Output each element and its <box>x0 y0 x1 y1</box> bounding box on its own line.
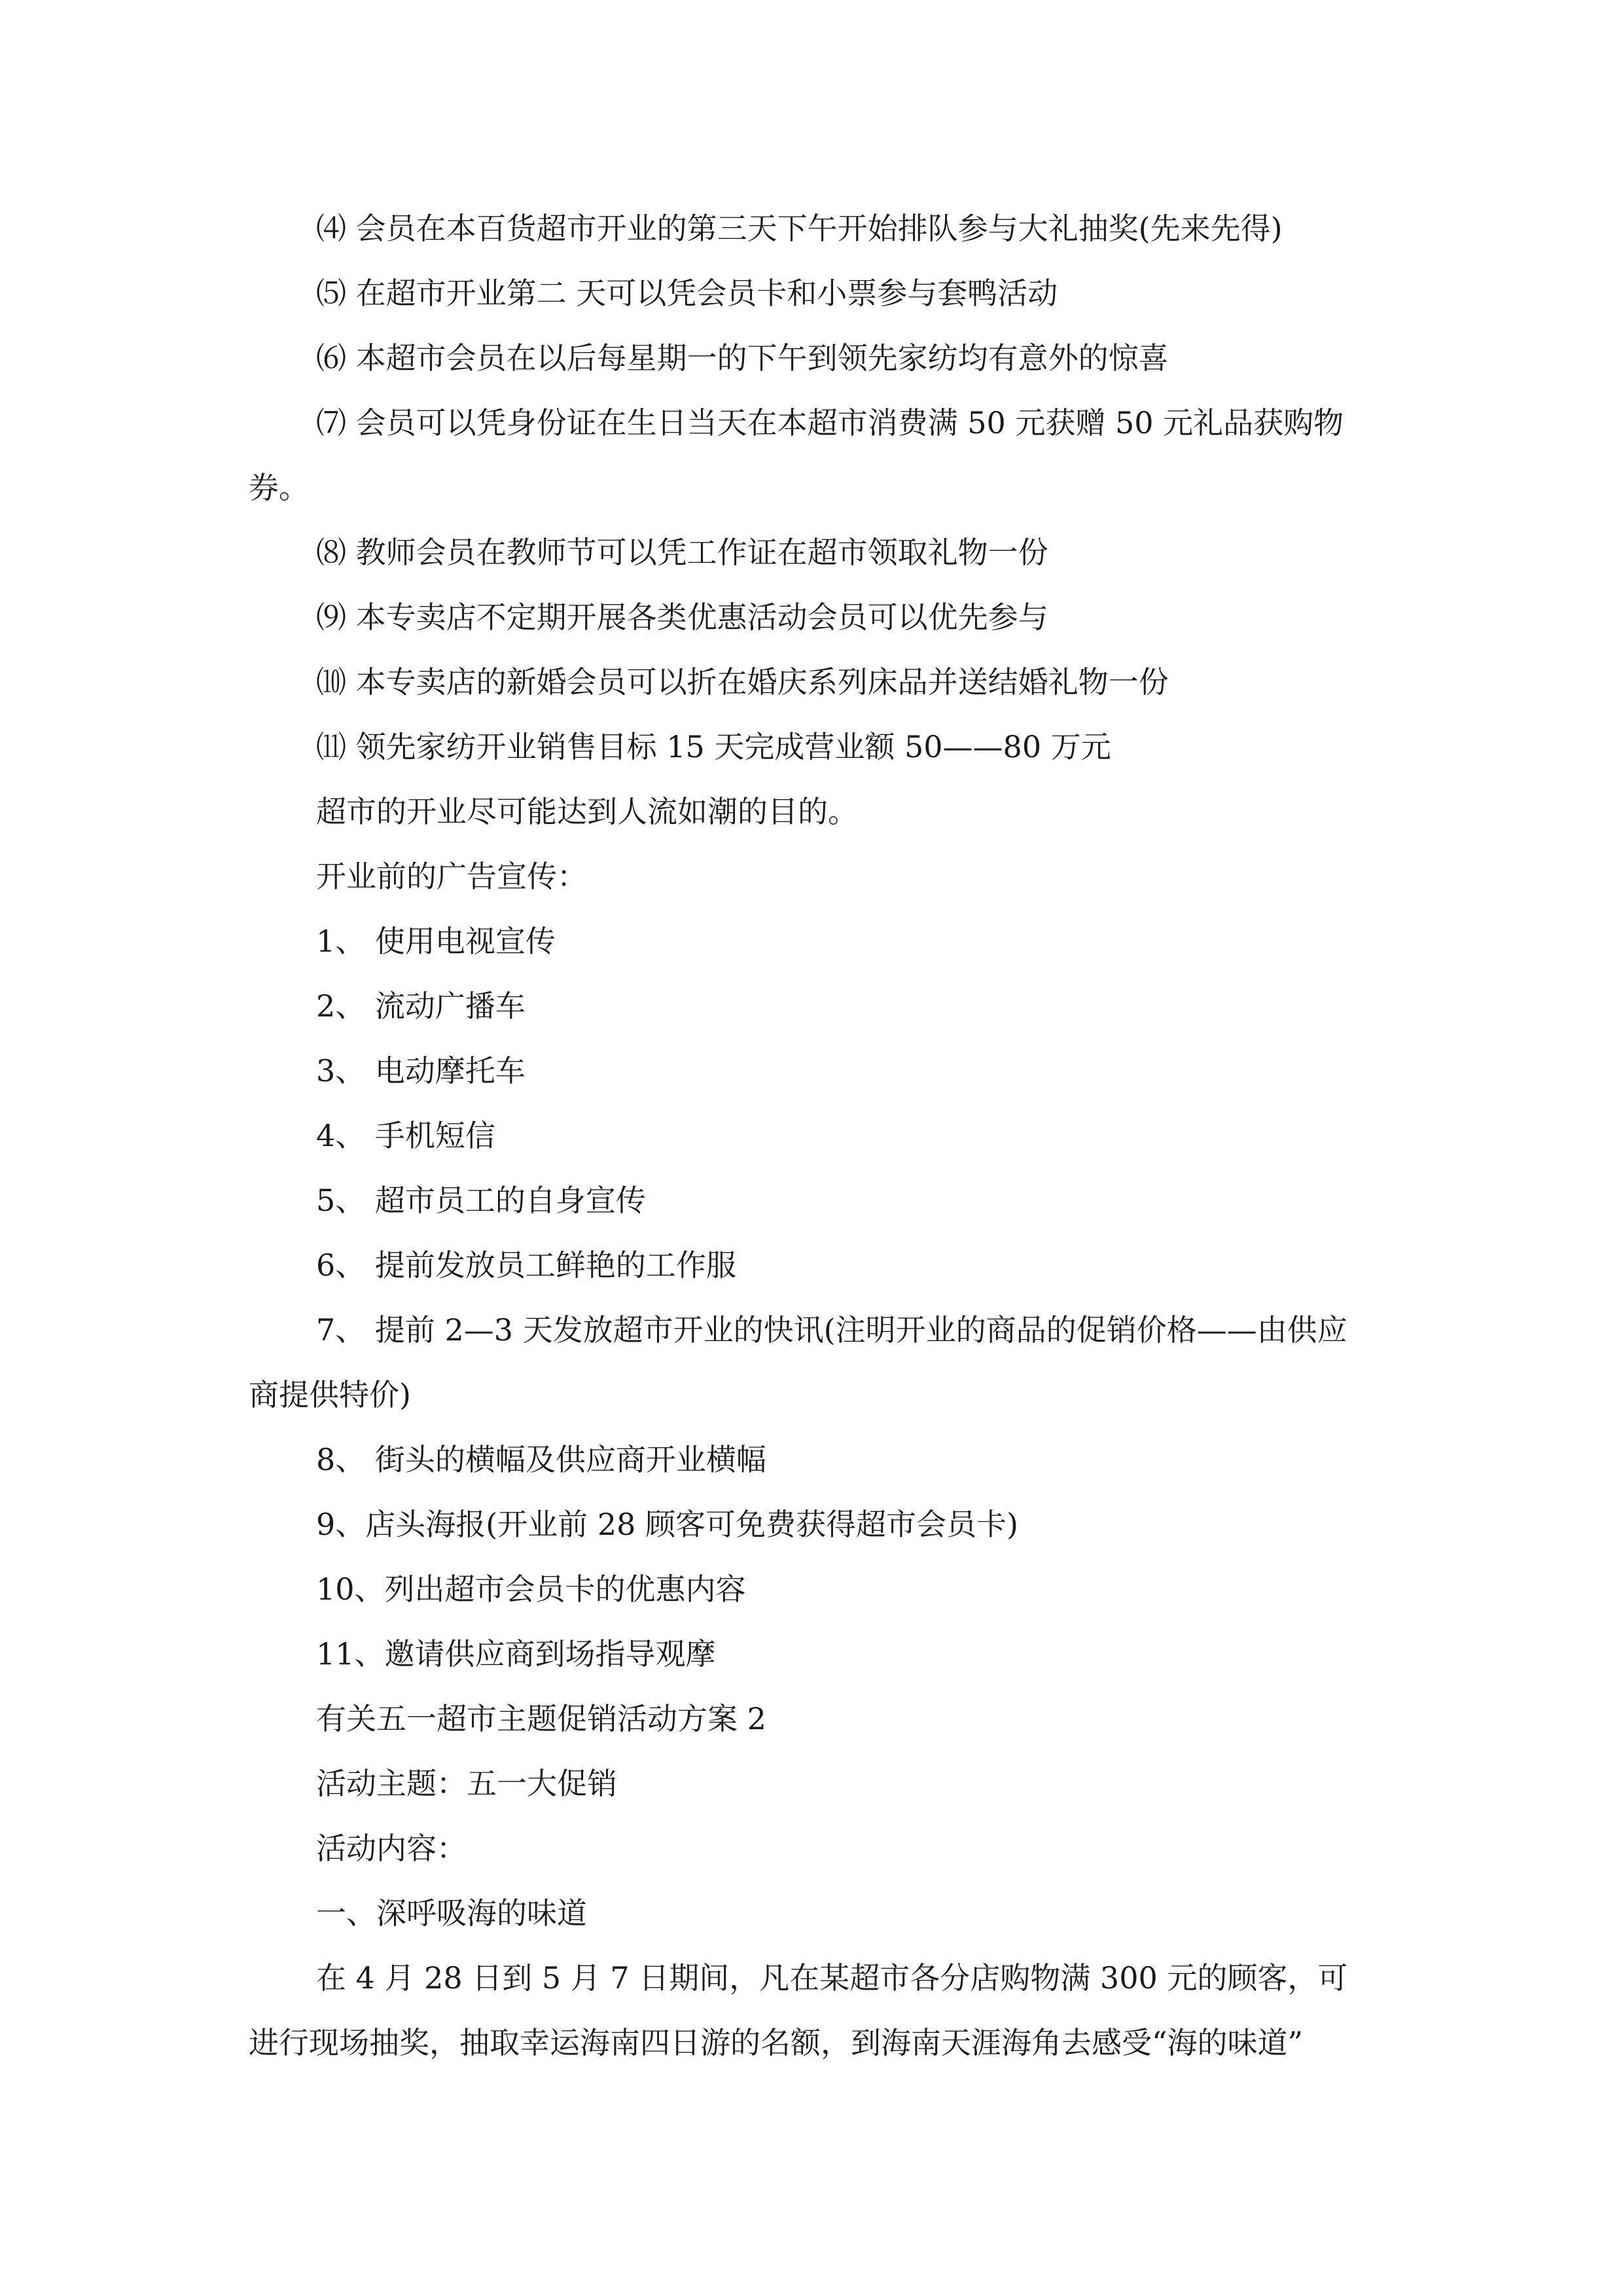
list-item-motorcycle: 3、 电动摩托车 <box>316 1053 526 1088</box>
paragraph-monday-surprise: ⑹ 本超市会员在以后每星期一的下午到领先家纺均有意外的惊喜 <box>316 340 1169 376</box>
list-item-card-offers: 10、列出超市会员卡的优惠内容 <box>316 1571 746 1607</box>
list-item-broadcast-car: 2、 流动广播车 <box>316 988 526 1024</box>
list-item-poster: 9、店头海报(开业前 28 顾客可免费获得超市会员卡) <box>316 1507 1018 1542</box>
paragraph-sales-target: ⑾ 领先家纺开业销售目标 15 天完成营业额 50——80 万元 <box>316 729 1111 764</box>
paragraph-newlywed-offer: ⑽ 本专卖店的新婚会员可以折在婚庆系列床品并送结婚礼物一份 <box>316 664 1169 700</box>
paragraph-duck-ring-toss: ⑸ 在超市开业第二 天可以凭会员卡和小票参与套鸭活动 <box>316 276 1058 311</box>
list-item-uniform: 6、 提前发放员工鲜艳的工作服 <box>316 1247 736 1283</box>
list-item-flyer: 7、 提前 2—3 天发放超市开业的快讯(注明开业的商品的促销价格——由供应商提供特价) <box>249 1312 1347 1412</box>
paragraph-member-lottery: ⑷ 会员在本百货超市开业的第三天下午开始排队参与大礼抽奖(先来先得) <box>316 211 1283 246</box>
document-body <box>249 196 1374 2075</box>
paragraph-hainan-lottery: 在 4 月 28 日到 5 月 7 日期间，凡在某超市各分店购物满 300 元的顾客，可进行现场抽奖，抽取幸运海南四日游的名额，到海南天涯海角去感受“海的味道” <box>249 1960 1348 2060</box>
paragraph-member-priority: ⑼ 本专卖店不定期开展各类优惠活动会员可以优先参与 <box>316 600 1048 635</box>
paragraph-teacher-gift: ⑻ 教师会员在教师节可以凭工作证在超市领取礼物一份 <box>316 535 1048 570</box>
list-item-sms: 4、 手机短信 <box>316 1118 495 1153</box>
paragraph-activity-content: 活动内容： <box>316 1831 467 1866</box>
list-item-banner: 8、 街头的横幅及供应商开业横幅 <box>316 1442 766 1477</box>
paragraph-crowd-goal: 超市的开业尽可能达到人流如潮的目的。 <box>316 794 858 829</box>
section-title-plan-2: 有关五一超市主题促销活动方案 2 <box>316 1701 766 1736</box>
list-item-staff-promo: 5、 超市员工的自身宣传 <box>316 1183 646 1218</box>
paragraph-birthday-gift: ⑺ 会员可以凭身份证在生日当天在本超市消费满 50 元获赠 50 元礼品获购物券。 <box>249 405 1344 505</box>
paragraph-ad-heading: 开业前的广告宣传： <box>316 859 587 894</box>
list-item-tv: 1、 使用电视宣传 <box>316 924 556 959</box>
list-item-supplier-invite: 11、邀请供应商到场指导观摩 <box>316 1636 716 1672</box>
subsection-title-sea: 一、深呼吸海的味道 <box>316 1895 587 1931</box>
paragraph-activity-theme: 活动主题：五一大促销 <box>316 1766 617 1801</box>
